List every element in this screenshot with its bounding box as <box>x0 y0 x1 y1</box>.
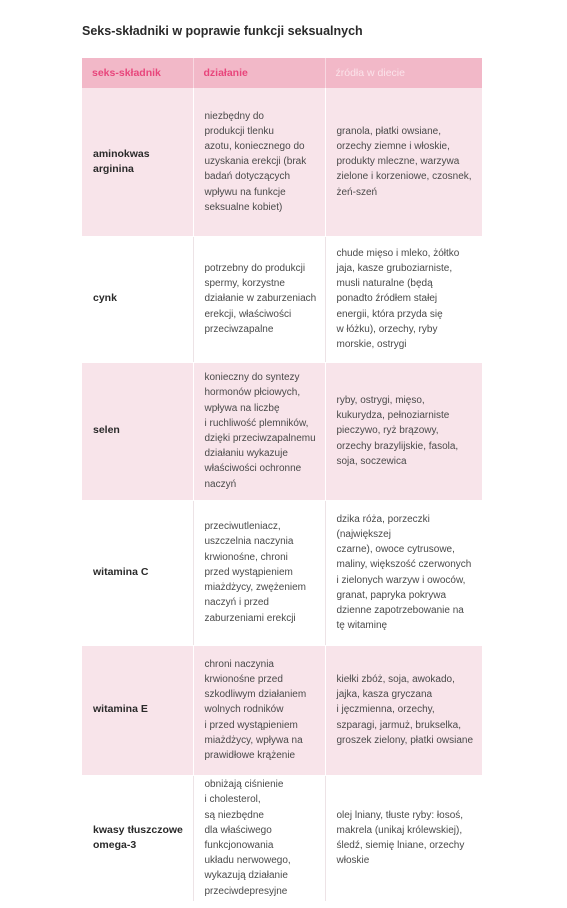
nutrient-table <box>82 58 483 902</box>
header-ingredient: seks-składnik <box>82 58 193 88</box>
ingredient-sources: ryby, ostrygi, mięso, kukurydza, pełnoziarniste pieczywo, ryż brązowy, orzechy brazylijskie, fasola, soja, soczewica <box>325 362 482 500</box>
ingredient-sources: olej lniany, tłuste ryby: łosoś, makrela (unikaj królewskiej), śledź, siemię lniane, orzechy włoskie <box>325 775 482 901</box>
ingredient-name: witamina C <box>82 500 193 645</box>
ingredient-sources: dzika róża, porzeczki (największej czarne), owoce cytrusowe, maliny, większość czerwonych i zielonych warzyw i owoców, granat, papryka pokrywa dzienne zapotrzebowanie na tę witaminę <box>325 500 482 645</box>
table-header-row <box>82 58 482 88</box>
table-row <box>82 500 482 645</box>
header-sources: źródła w diecie <box>325 58 482 88</box>
ingredient-action: chroni naczynia krwionośne przed szkodliwym działaniem wolnych rodników i przed wystąpieniem miażdżycy, wpływa na prawidłowe krążenie <box>193 645 325 775</box>
ingredient-sources: kiełki zbóż, soja, awokado, jajka, kasza gryczana i jęczmienna, orzechy, szparagi, jarmuż, brukselka, groszek zielony, płatki owsiane <box>325 645 482 775</box>
ingredient-action: potrzebny do produkcji spermy, korzystne działanie w zaburzeniach erekcji, właściwości przeciwzapalne <box>193 236 325 362</box>
ingredient-sources: chude mięso i mleko, żółtko jaja, kasze gruboziarniste, musli naturalne (będą ponadto źródłem stałej energii, która przyda się w łóżku), orzechy, ryby morskie, ostrygi <box>325 236 482 362</box>
table-row <box>82 88 482 236</box>
table-row <box>82 645 482 775</box>
ingredient-action: przeciwutleniacz, uszczelnia naczynia krwionośne, chroni przed wystąpieniem miażdżycy, zwężeniem naczyń i przed zaburzeniami erekcji <box>193 500 325 645</box>
ingredient-action: konieczny do syntezy hormonów płciowych, wpływa na liczbę i ruchliwość plemników, dzięki przeciwzapalnemu działaniu wykazuje właściwości ochronne naczyń <box>193 362 325 500</box>
header-action: działanie <box>193 58 325 88</box>
ingredient-name: kwasy tłuszczowe omega-3 <box>82 775 193 901</box>
ingredient-name: selen <box>82 362 193 500</box>
page-title: Seks-składniki w poprawie funkcji seksualnych <box>82 24 363 38</box>
table-row <box>82 775 482 901</box>
ingredient-name: witamina E <box>82 645 193 775</box>
table-row <box>82 362 482 500</box>
ingredient-name: aminokwas arginina <box>82 88 193 236</box>
ingredient-action: obniżają ciśnienie i cholesterol, są niezbędne dla właściwego funkcjonowania układu nerwowego, wykazują działanie przeciwdepresyjne <box>193 775 325 901</box>
ingredient-action: niezbędny do produkcji tlenku azotu, koniecznego do uzyskania erekcji (brak badań dotyczących wpływu na funkcje seksualne kobiet) <box>193 88 325 236</box>
ingredient-sources: granola, płatki owsiane, orzechy ziemne i włoskie, produkty mleczne, warzywa zielone i korzeniowe, czosnek, żeń-szeń <box>325 88 482 236</box>
table-row <box>82 236 482 362</box>
ingredient-name: cynk <box>82 236 193 362</box>
